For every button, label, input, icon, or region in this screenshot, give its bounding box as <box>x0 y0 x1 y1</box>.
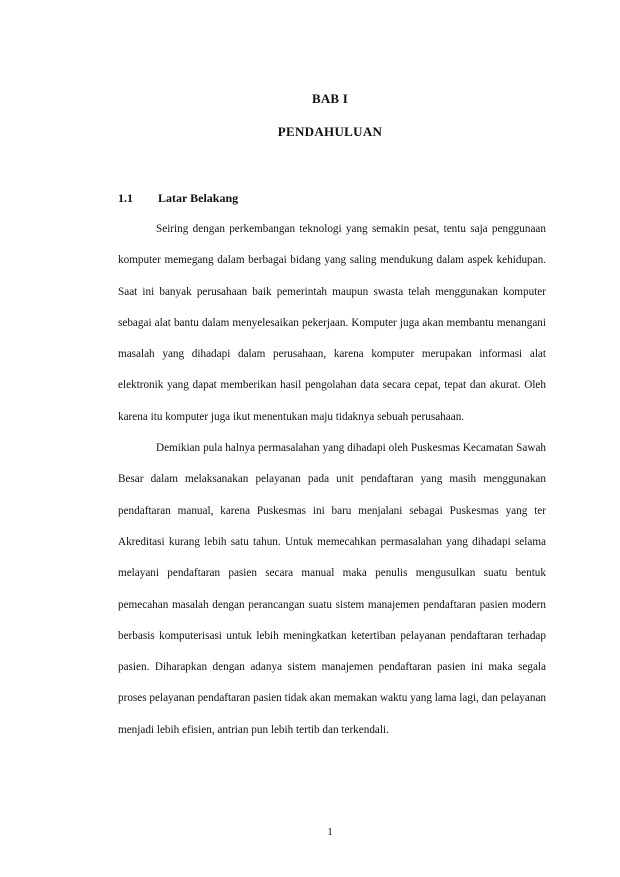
section-heading <box>118 191 238 206</box>
section-number: 1.1 <box>118 191 133 205</box>
paragraph: Seiring dengan perkembangan teknologi yang semakin pesat, tentu saja penggunaan komputer memegang dalam berbagai bidang yang saling mendukung dalam aspek kehidupan. Saat ini banyak perusahaan baik pemerintah maupun swasta telah menggunakan komputer sebagai alat bantu dalam menyelesaikan pekerjaan. Komputer juga akan membantu menangani masalah yang dihadapi dalam perusahaan, karena komputer merupakan informasi alat elektronik yang dapat memberikan hasil pengolahan data secara cepat, tepat dan akurat. Oleh karena itu komputer juga ikut menentukan maju tidaknya sebuah perusahaan. <box>118 223 546 423</box>
page-number: 1 <box>327 826 333 838</box>
section-title: Latar Belakang <box>158 191 239 205</box>
paragraph: Demikian pula halnya permasalahan yang dihadapi oleh Puskesmas Kecamatan Sawah Besar dalam melaksanakan pelayanan pada unit pendaftaran yang masih menggunakan pendaftaran manual, karena Puskesmas ini baru menjalani sebagai Puskesmas yang ter Akreditasi kurang lebih satu tahun. Untuk memecahkan permasalahan yang dihadapi selama melayani pendaftaran pasien secara manual maka penulis mengusulkan suatu bentuk pemecahan masalah dengan perancangan suatu sistem manajemen pendaftaran pasien modern berbasis komputerisasi untuk lebih meningkatkan ketertiban pelayanan pendaftaran terhadap pasien. Diharapkan dengan adanya sistem manajemen pendaftaran pasien ini maka segala proses pelayanan pendaftaran pasien tidak akan memakan waktu yang lama lagi, dan pelayanan menjadi lebih efisien, antrian pun lebih tertib dan terkendali. <box>118 442 546 736</box>
body-text <box>118 214 546 746</box>
chapter-number: BAB I <box>311 91 349 106</box>
chapter-title: PENDAHULUAN <box>277 124 383 139</box>
